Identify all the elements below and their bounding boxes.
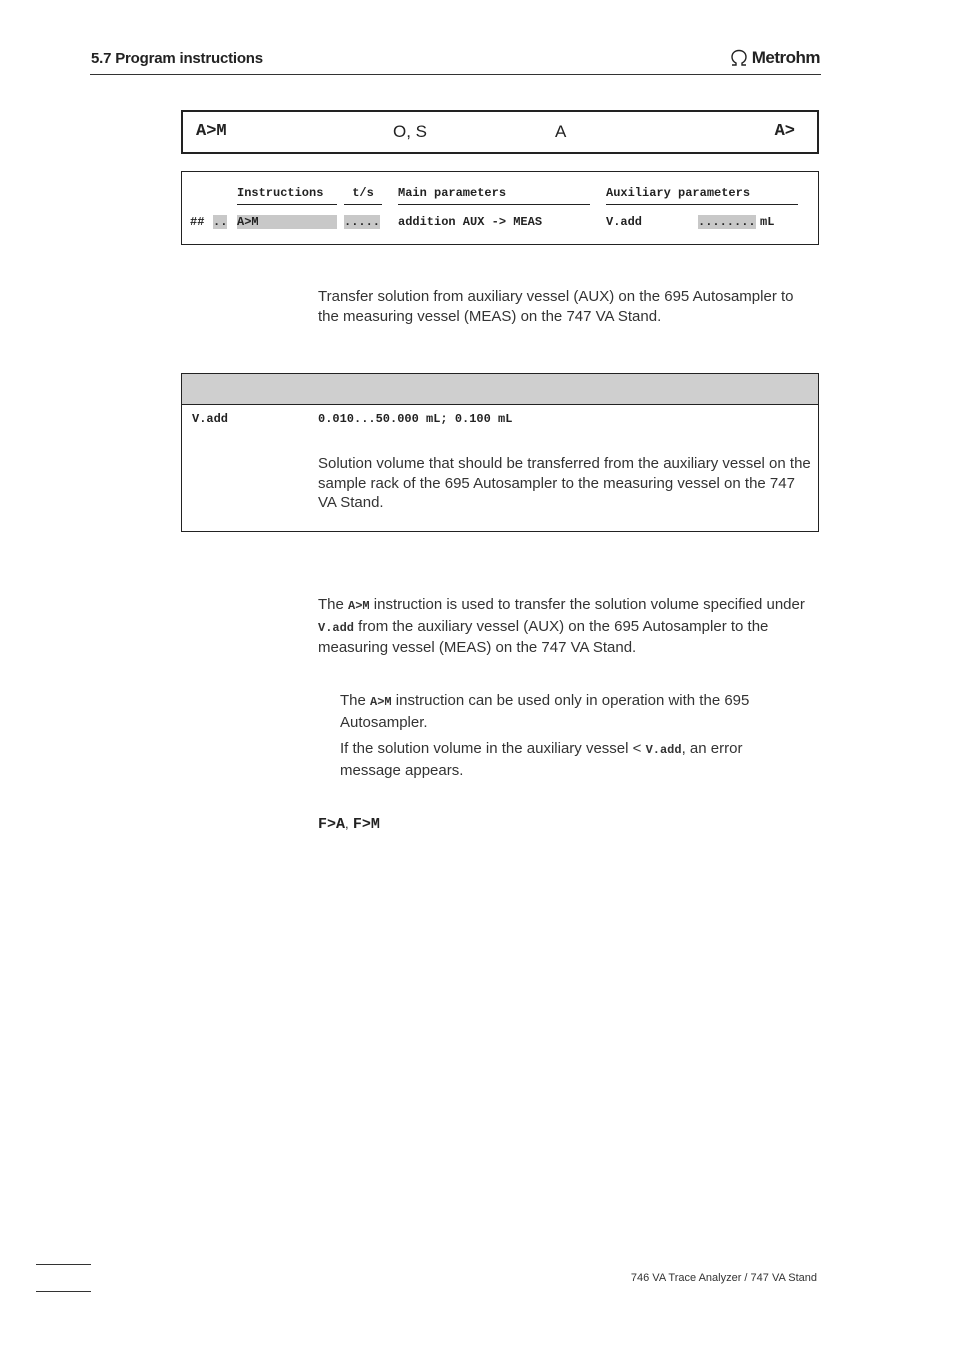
instruction-shortcut: A> [774, 122, 795, 141]
inline-code: V.add [645, 743, 682, 757]
row-dots: .. [213, 215, 228, 229]
explanation-text: from the auxiliary vessel (AUX) on the 695 Autosampler to the measuring vessel (MEAS) on the 747 VA Stand. [318, 617, 769, 656]
col-aux-params: Auxiliary parameters [606, 186, 798, 205]
parameter-range: 0.010...50.000 mL; 0.100 mL [318, 412, 513, 426]
instruction-type: A [555, 122, 567, 141]
omega-icon [729, 49, 749, 67]
instruction-code: A>M [196, 122, 227, 141]
note-text: The [340, 692, 371, 709]
row-aux-name: V.add [606, 215, 643, 229]
brand-logo [729, 48, 820, 68]
see-also-fa: F>A [318, 816, 346, 833]
parameter-table [181, 373, 819, 532]
row-aux-unit: mL [760, 215, 775, 229]
note-text: If the solution volume in the auxiliary vessel < [340, 740, 646, 757]
footer-text: 746 VA Trace Analyzer / 747 VA Stand [630, 1272, 817, 1284]
instruction-title-box [181, 110, 819, 154]
explanation-paragraph [318, 595, 810, 658]
row-ts: ..... [344, 215, 381, 229]
see-also-separator: , [345, 816, 349, 831]
inline-code: A>M [370, 695, 392, 709]
explanation-text: instruction is used to transfer the solution volume specified under [369, 596, 805, 613]
parameter-table-header [182, 374, 818, 405]
col-ts: t/s [344, 186, 382, 205]
section-title: 5.7 Program instructions [91, 50, 263, 67]
footer-rule-bottom [36, 1291, 91, 1292]
see-also-fm: F>M [352, 816, 380, 833]
note-text: , an error message appears. [340, 740, 743, 779]
brand-name: Metrohm [751, 48, 820, 67]
header-rule [90, 74, 821, 75]
instruction-modes: O, S [393, 122, 428, 141]
col-instructions: Instructions [237, 186, 337, 205]
program-screen [181, 171, 819, 245]
row-aux-value: ........ [698, 215, 756, 229]
row-instruction: A>M [237, 215, 337, 229]
parameter-description: Solution volume that should be transferred from the auxiliary vessel on the sample rack of the 695 Autosampler to the measuring vessel on the 747 VA Stand. [318, 455, 811, 511]
col-main-params: Main parameters [398, 186, 590, 205]
see-also [318, 815, 380, 833]
note-text: instruction can be used only in operation with the 695 Autosampler. [340, 692, 750, 731]
inline-code: A>M [348, 599, 370, 613]
footer-rule-top [36, 1264, 91, 1265]
instruction-description: Transfer solution from auxiliary vessel (AUX) on the 695 Autosampler to the measuring vessel (MEAS) on the 747 VA Stand. [318, 288, 794, 325]
explanation-text: The [318, 596, 349, 613]
row-main-param: addition AUX -> MEAS [398, 215, 543, 229]
parameter-name: V.add [192, 412, 229, 426]
note-operation [340, 691, 800, 732]
row-number: ## [190, 215, 205, 229]
inline-code: V.add [318, 620, 355, 635]
note-error [340, 739, 800, 780]
